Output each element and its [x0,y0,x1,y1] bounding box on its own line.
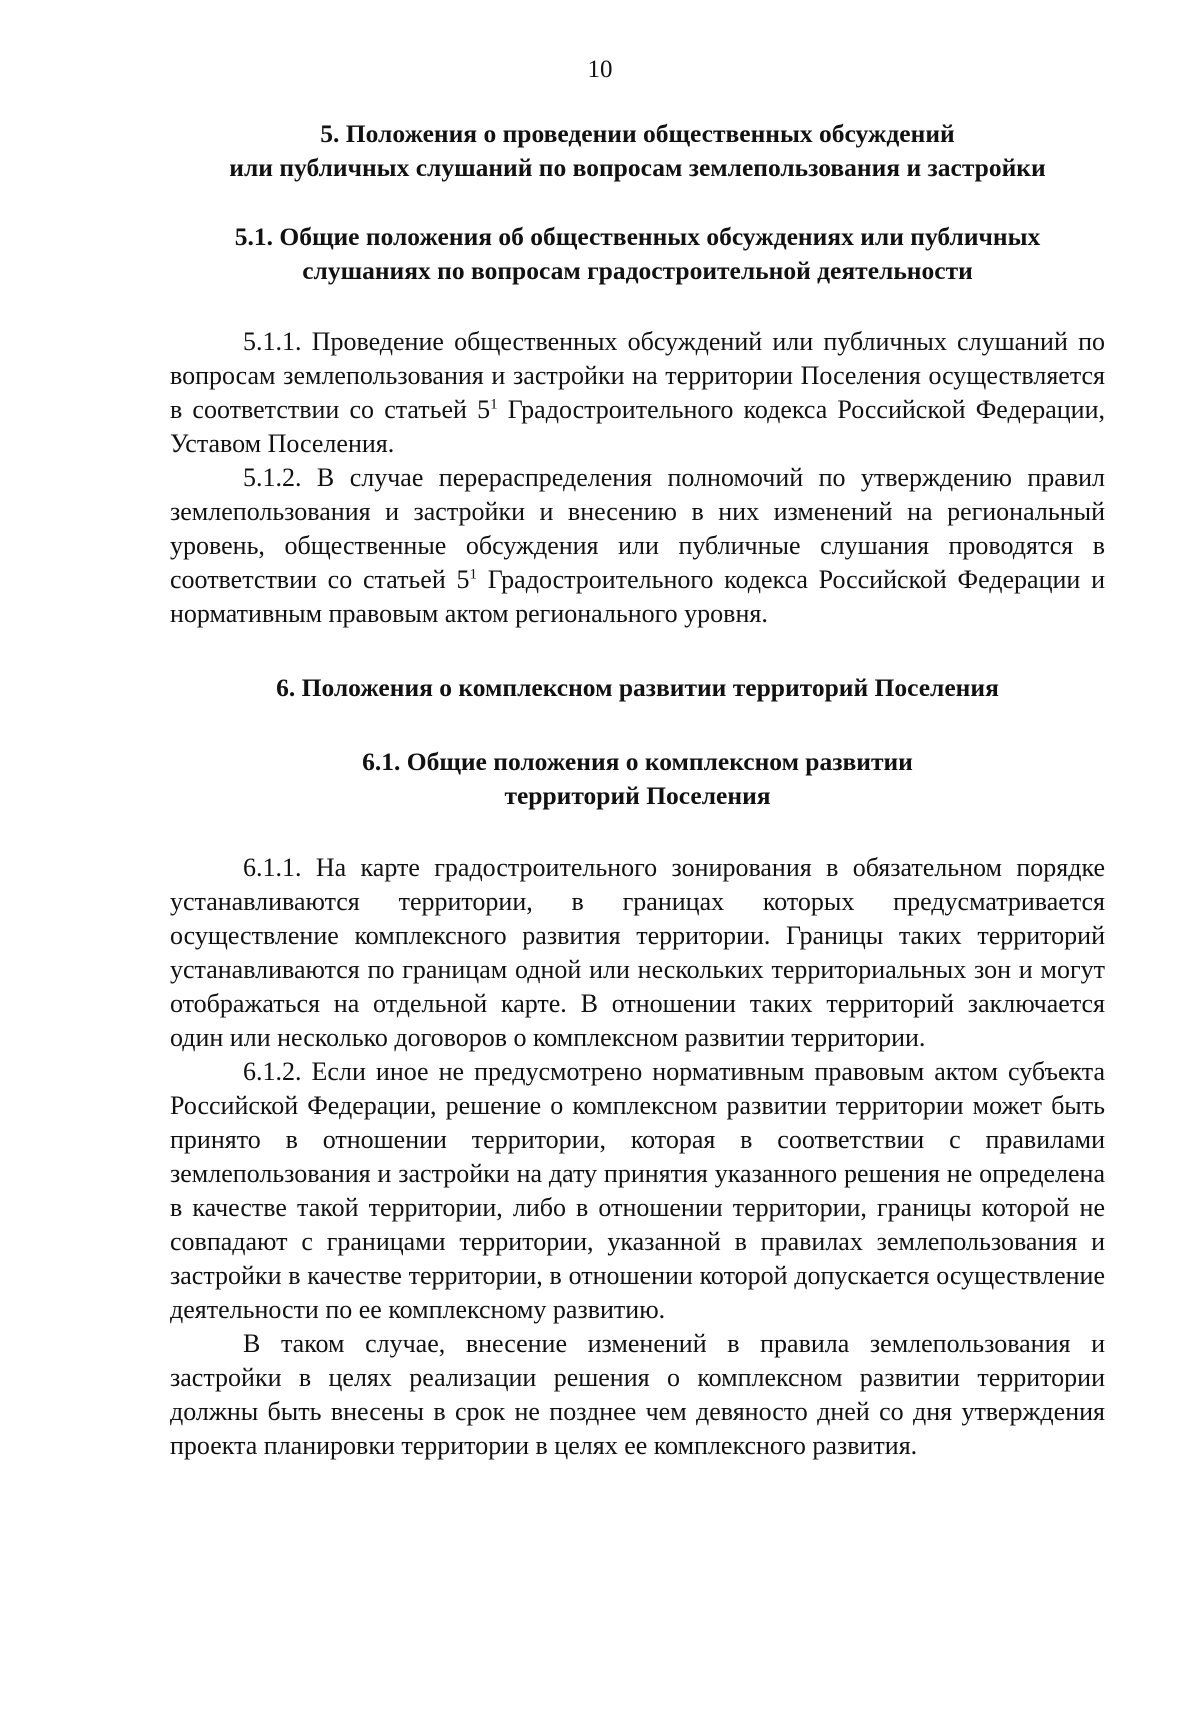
paragraph-5-1-1-text-a: 5.1.1. Проведение общественных обсуждений или публичных слушаний по вопросам землепользования и застройки на территории Поселения осуществляется в соответствии со статьей 5 [170,327,1105,424]
section-5-heading [170,117,1105,185]
paragraph-5-1-2-text-a: 5.1.2. В случае перераспределения полномочий по утверждению правил землепользования и застройки и внесению в них изменений на региональный уровень, общественные обсуждения или публичные слушания проводятся в соответствии со статьей 5 [170,463,1105,594]
paragraph-6-1-2-continuation: В таком случае, внесение изменений в правила землепользования и застройки в целях реализации решения о комплексном развитии территории должны быть внесены в срок не позднее чем девяносто дней со дня утверждения проекта планировки территории в целях ее комплексного развития. [170,1329,1105,1460]
paragraph-5-1-1 [170,325,1105,461]
section-6-heading-line1: 6. Положения о комплексном развитии территорий Поселения [276,673,999,702]
document-body [170,117,1105,1463]
section-5-heading-line2: или публичных слушаний по вопросам землепользования и застройки [229,153,1046,182]
paragraph-5-1-1-text-b: Градостроительного кодекса Российской Федерации, Уставом Поселения. [170,395,1105,458]
section-6-1-heading-line2: территорий Поселения [504,781,771,810]
section-5-1-heading [170,220,1105,288]
section-6-1-heading [170,745,1105,813]
paragraph-5-1-2 [170,461,1105,631]
paragraph-6-1-2: 6.1.2. Если иное не предусмотрено нормативным правовым актом субъекта Российской Федерации, решение о комплексном развитии территории может быть принято в отношении территории, которая в соответствии с правилами землепользования и застройки на дату принятия указанного решения не определена в качестве такой территории, либо в отношении территории, границы которой не совпадают с границами территории, указанной в правилах землепользования и застройки в качестве территории, в отношении которой допускается осуществление деятельности по ее комплексному развитию. [170,1057,1105,1324]
section-6-heading [170,671,1105,705]
paragraph-5-1-2-superscript: 1 [469,566,478,583]
section-5-heading-line1: 5. Положения о проведении общественных обсуждений [320,119,955,148]
paragraph-6-1-1: 6.1.1. На карте градостроительного зонирования в обязательном порядке устанавливаются территории, в границах которых предусматривается осуществление комплексного развития территории. Границы таких территорий устанавливаются по границам одной или нескольких территориальных зон и могут отображаться на отдельной карте. В отношении таких территорий заключается один или несколько договоров о комплексном развитии территории. [170,853,1105,1052]
section-5-1-heading-line2: слушаниях по вопросам градостроительной деятельности [302,256,973,285]
section-5-1-heading-line1: 5.1. Общие положения об общественных обсуждениях или публичных [234,222,1041,251]
paragraph-5-1-2-text-b: Градостроительного кодекса Российской Федерации и нормативным правовым актом регионального уровня. [170,565,1105,628]
paragraph-5-1-1-superscript: 1 [490,396,498,413]
page-number: 10 [587,56,613,83]
section-6-1-heading-line1: 6.1. Общие положения о комплексном развитии [362,747,913,776]
